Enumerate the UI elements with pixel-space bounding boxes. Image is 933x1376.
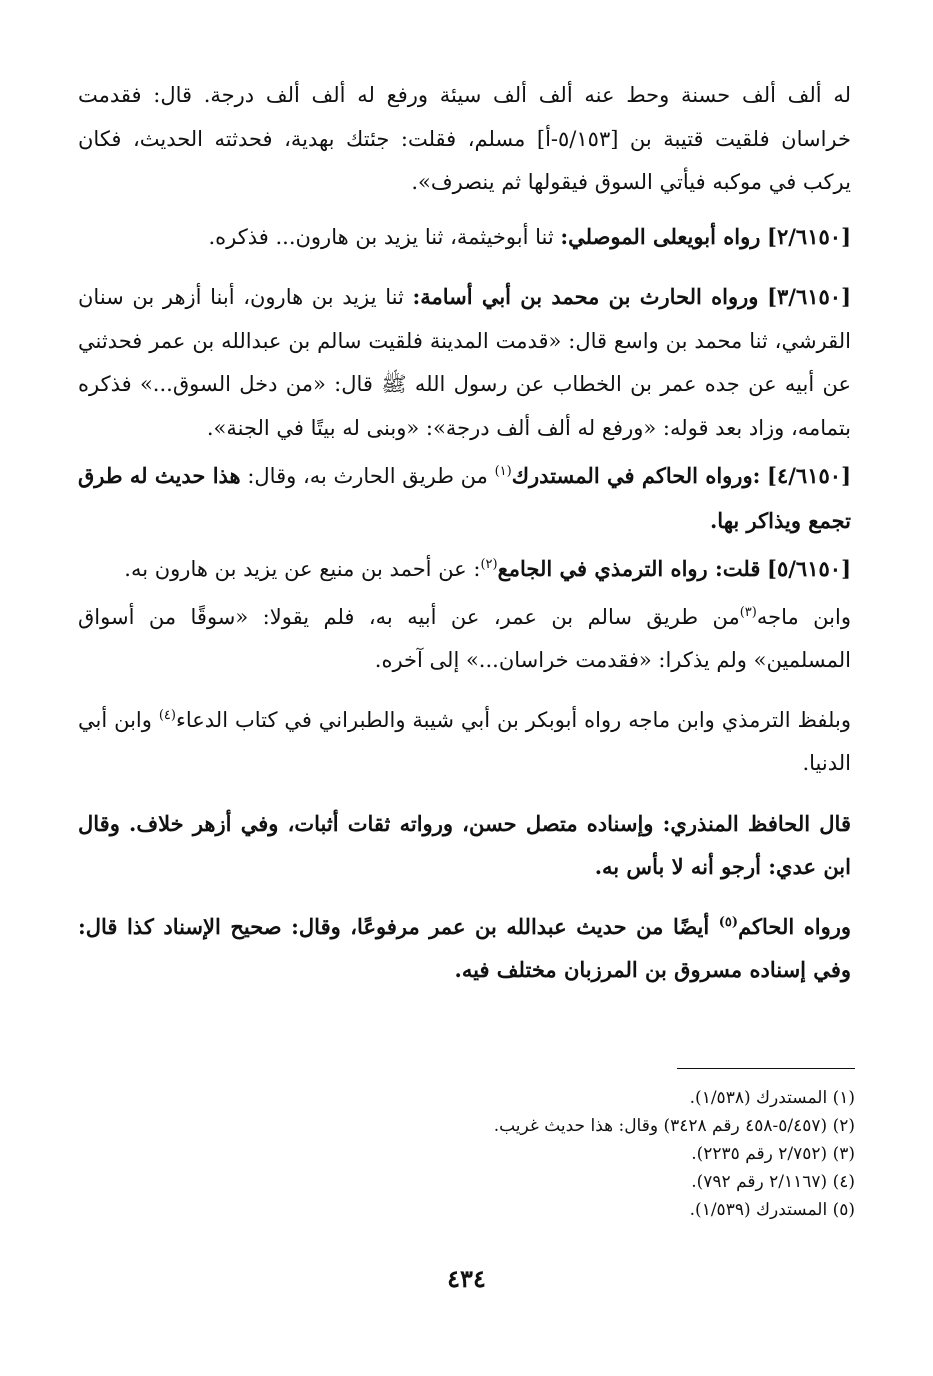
paragraph-8 [78, 802, 851, 889]
paragraph-3 [78, 275, 851, 450]
footnote-4: (٤) (٢/١١٦٧ رقم ٧٩٢). [691, 1172, 855, 1192]
page-number: ٤٣٤ [447, 1264, 486, 1293]
paragraph-6-text-b: من طريق سالم بن عمر، عن أبيه به، فلم يقولا: «سوقًا من أسواق المسلمين» ولم يذكرا: «فقدمت خراسان...» إلى آخره. [78, 604, 851, 672]
paragraph-2-text: ثنا أبوخيثمة، ثنا يزيد بن هارون... فذكره. [208, 224, 554, 249]
footnote-3: (٣) (٢/٧٥٢ رقم ٢٢٣٥). [691, 1144, 855, 1164]
hadith-ref-3: [٣/٦١٥٠] [767, 284, 852, 309]
paragraph-2 [78, 215, 851, 260]
footnote-5: (٥) المستدرك (١/٥٣٩). [689, 1200, 855, 1220]
hadith-ref-2: [٢/٦١٥٠] [767, 223, 851, 249]
paragraph-7 [78, 699, 851, 786]
paragraph-9-text-a: ورواه الحاكم [738, 913, 852, 939]
paragraph-4-bold: :ورواه الحاكم في المستدرك [511, 463, 761, 488]
paragraph-6-text-a: وابن ماجه [756, 604, 851, 629]
footnote-marker-2[interactable]: (٢) [480, 557, 498, 572]
footnotes [78, 1084, 855, 1224]
hadith-ref-5: [٥/٦١٥٠] [767, 556, 851, 581]
paragraph-1 [78, 74, 851, 205]
paragraph-9-text-b: أيضًا من حديث عبدالله بن عمر مرفوعًا، وقال: صحيح الإسناد كذا قال: وفي إسناده مسروق بن المرزبان مختلف فيه. [78, 913, 851, 982]
hadith-ref-4: [٤/٦١٥٠] [767, 463, 851, 488]
paragraph-4-bold-2: هذا حديث له طرق تجمع ويذاكر بها. [78, 463, 851, 533]
footnote-marker-5[interactable]: (٥) [718, 914, 739, 930]
paragraph-6 [78, 596, 851, 683]
footnote-2: (٢) (٥/٤٥٧-٤٥٨ رقم ٣٤٢٨) وقال: هذا حديث غريب. [493, 1116, 855, 1136]
paragraph-3-text: ثنا يزيد بن هارون، أبنا أزهر بن سنان القرشي، ثنا محمد بن واسع قال: «قدمت المدينة فلقيت سالم بن عبدالله بن عمر فحدثني عن أبيه عن جده عمر بن الخطاب عن رسول الله ﷺ قال: «من دخل السوق...» فذكره بتمامه، وزاد بعد قوله: «ورفع له ألف ألف درجة»: «وبنى له بيتًا في الجنة». [78, 285, 852, 440]
paragraph-5 [78, 547, 851, 592]
footnote-marker-3[interactable]: (٣) [739, 604, 757, 620]
paragraph-8-text: قال الحافظ المنذري: وإسناده متصل حسن، ورواته ثقات أثبات، وفي أزهر خلاف. وقال ابن عدي: أرجو أنه لا بأس به. [78, 810, 851, 879]
paragraph-1-text: له ألف ألف حسنة وحط عنه ألف ألف سيئة ورفع له ألف ألف درجة. قال: فقدمت خراسان فلقيت قتيبة بن [٥/١٥٣-أ] مسلم، فقلت: جئتك بهدية، فحدثته الحديث، فكان يركب في موكبه فيأتي السوق فيقولها ثم ينصرف». [78, 83, 851, 194]
paragraph-5-text: : عن أحمد بن منيع عن يزيد بن هارون به. [124, 557, 481, 581]
footnote-1: (١) المستدرك (١/٥٣٨). [689, 1088, 855, 1108]
footnote-marker-1[interactable]: (١) [494, 464, 512, 479]
paragraph-4-text: من طريق الحارث به، وقال: [247, 464, 488, 488]
paragraph-3-bold: ورواه الحارث بن محمد بن أبي أسامة: [412, 284, 759, 309]
paragraph-4 [78, 454, 851, 543]
paragraph-9 [78, 905, 851, 992]
main-text [78, 74, 851, 992]
footnote-divider [677, 1068, 855, 1069]
footnote-marker-4[interactable]: (٤) [158, 707, 176, 723]
paragraph-7-text-a: وبلفظ الترمذي وابن ماجه رواه أبوبكر بن أبي شيبة والطبراني في كتاب الدعاء [175, 707, 851, 732]
paragraph-2-bold: رواه أبويعلى الموصلي: [560, 223, 761, 249]
paragraph-7-text-b: وابن أبي الدنيا. [78, 707, 851, 775]
paragraph-5-bold: قلت: رواه الترمذي في الجامع [497, 556, 761, 581]
